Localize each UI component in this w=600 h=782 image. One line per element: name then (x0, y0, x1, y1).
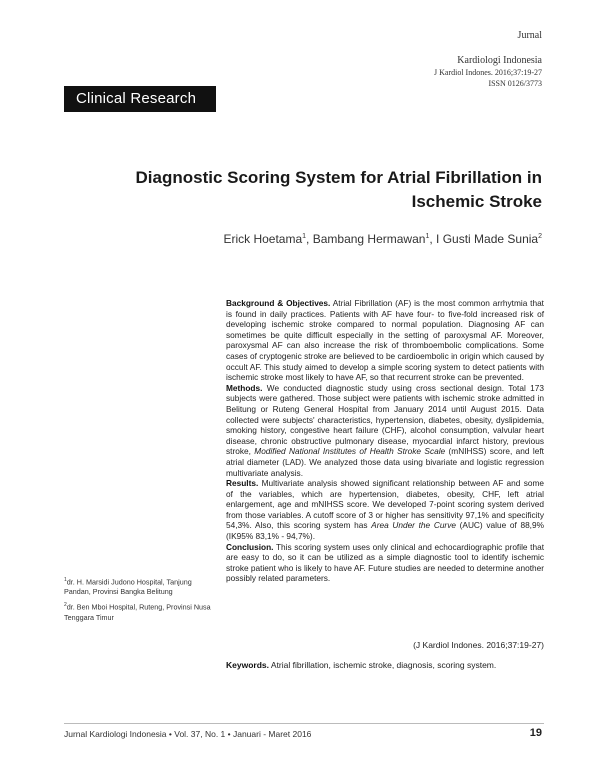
results-italic: Area Under the Curve (371, 520, 456, 531)
keywords-heading: Keywords. (226, 660, 269, 670)
article-title-line2: Ischemic Stroke (411, 192, 542, 211)
author-list: Erick Hoetama$^1$, Bambang Hermawan$^1$, I Gusti Made Sunia$^2$ (223, 232, 542, 246)
journal-header (434, 30, 542, 89)
methods-text: We conducted diagnostic study using cross sectional design. Total 173 subjects were gathered. Those subject were patients with ischemic stroke admitted in Belitung or Ruteng General Hospital from January 2014 until August 2015. Data collected were subjects' characteristics, hypertension, diabetes, obesity, dyslipidemia, smoking history, congestive heart failure (CHF), alcohol consumption, valvular heart disease, chronic obstructive pulmonary disease, myocardial infarct history, previous stroke, (226, 382, 544, 457)
keywords (226, 660, 556, 670)
conclusion-text: This scoring system uses only clinical and echocardiographic profile that are easy to do, so it can be utilized as a simple diagnostic tool to identify ischemic stroke patient who is likely to have AF. Future studies are needed to determine another possibly related parameters. (226, 541, 545, 584)
results-heading: Results. (226, 478, 259, 489)
methods-text-2: (mNIHSS) score, and left atrial diameter (LAD). We analyzed those data using bivariate and logistic regression multivariate analysis. (226, 446, 544, 478)
keywords-text: Atrial fibrillation, ischemic stroke, diagnosis, scoring system. (270, 660, 497, 670)
affiliation-text: dr. H. Marsidi Judono Hospital, Tanjung Pandan, Provinsi Bangka Belitung (64, 577, 192, 597)
author-name: Bambang Hermawan (312, 232, 426, 246)
abstract-conclusion (226, 542, 544, 584)
footer-divider (64, 723, 544, 724)
affiliation-sup: 2 (64, 602, 67, 609)
background-text: Atrial Fibrillation (AF) is the most common arrhytmia that is found in daily practices. Patients with AF have four- to five-fold increased risk of developing ischemic stroke compared to normal population. Diagnosing AF can sometimes be quite difficult especially in the setting of paroxysmal AF. Moreover, paroxysmal AF can also increase the risk of thromboembolic complications. Some cases of cryptogenic stroke are believed to be cardioembolic in origin which caused by occult AF. This study aimed to develop a simple scoring system to detect patients with ischemic stroke most likely to have AF, so that recurrent stroke can be prevented. (226, 298, 544, 383)
author-name: Erick Hoetama (223, 232, 303, 246)
abstract-citation: (J Kardiol Indones. 2016;37:19-27) (413, 640, 544, 650)
article-title-line1: Diagnostic Scoring System for Atrial Fibrillation in (135, 168, 542, 187)
methods-italic: Modified National Institutes of Health Stroke Scale (254, 446, 446, 457)
results-text: Multivariate analysis showed significant relationship between AF and some of the variables, which are hypertension, diabetes, obesity, CHF, left atrial enlargement, age and mNIHSS score. We developed 7-point scoring system derived from those variables. A cutoff score of 3 or higher has sensitivity 97,1% and specificity 54,3%. Also, this scoring system has (226, 478, 544, 531)
journal-issn: ISSN 0126/3773 (488, 79, 542, 88)
journal-citation: J Kardiol Indones. 2016;37:19-27 (434, 68, 542, 77)
author-sup: 1 (302, 233, 307, 240)
author-sup: 2 (538, 233, 542, 240)
affiliation-sup: 1 (64, 577, 67, 583)
journal-name-line2: Kardiologi Indonesia (457, 55, 542, 66)
abstract-results (226, 478, 544, 542)
background-heading: Background & Objectives. (226, 298, 331, 308)
conclusion-heading: Conclusion. (226, 541, 274, 552)
section-label: Clinical Research (64, 86, 216, 112)
affiliation-item (64, 575, 214, 597)
page-number: 19 (529, 727, 542, 739)
results-text-2: (AUC) value of 88,9% (IK95% 83,1% - 94,7%). (226, 520, 544, 542)
author-sup: 1 (425, 233, 430, 240)
abstract (226, 298, 544, 584)
affiliations (64, 575, 214, 626)
journal-name-line1: Jurnal (517, 30, 542, 41)
abstract-background (226, 298, 544, 383)
methods-heading: Methods. (226, 382, 263, 393)
abstract-methods (226, 383, 544, 478)
author-name: I Gusti Made Sunia (436, 232, 539, 246)
footer-journal-info: Jurnal Kardiologi Indonesia • Vol. 37, No. 1 • Januari - Maret 2016 (64, 729, 312, 739)
affiliation-item (64, 600, 214, 622)
affiliation-text: dr. Ben Mboi Hospital, Ruteng, Provinsi Nusa Tenggara Timur (64, 602, 211, 622)
article-title (122, 166, 542, 214)
